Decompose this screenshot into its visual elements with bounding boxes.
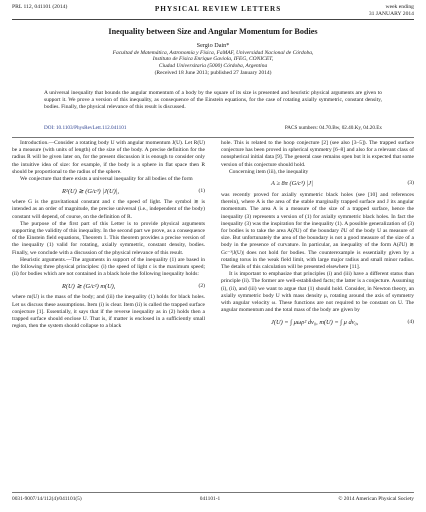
equation-3 [221, 176, 414, 192]
header-rule [12, 19, 414, 20]
paragraph-black-holes: was recently proved for axially symmetric black holes (see [10] and references therein), where A is the area of the stable marginally trapped surface and J its angular momentum. The area A is a measure of the size of a trapped surface, hence the inequality (3) represents a version of (1) for axially symmetric black holes. In fact the inequality (3) was the inspiration for the inequality (1). A possible generalization of (3) for bodies is to take the area A(∂U) of the boundary ∂U of the body U as measure of size. But unfortunately the area of the boundary is not a good measure of the size of a body in the presence of curvature. In particular, an inequality of the form A(∂U) ≳ Gc⁻³|J(U)| does not hold for bodies. The counterexample is essentially given by a rotating torus in the weak field limit, with large major radius and small minor radius. The details of this calculation will be presented elsewhere [11]. [221, 192, 414, 271]
copyright: © 2014 American Physical Society [338, 496, 414, 502]
paragraph-heuristic: Heuristic arguments.—The arguments in support of the inequality (1) are based in the following three physical principles: (i) the speed of light c is the maximum speed; (ii) for bodies which are not contained in a black hole the following inequality holds: [12, 256, 205, 278]
equation-4-body: J(U) = ∫ μωρ² dv₀, m(U) = ∫ μ dv₀, [271, 318, 359, 326]
abstract: A universal inequality that bounds the angular momentum of a body by the square of its size is presented and heuristic physical arguments are given to support it. We prove a version of this inequality, as consequence of the Einstein equations, for the case of rotating axially symmetric, constant density, bodies. Finally, the physical relevance of this result is discussed. [44, 90, 382, 110]
paragraph-conjecture: We conjecture that there exists a universal inequality for all bodies of the form [20, 176, 193, 183]
equation-1-number: (1) [198, 187, 205, 194]
pacs-numbers: PACS numbers: 04.70.Bw, 02.40.Ky, 04.20.Ex [284, 125, 382, 131]
running-head-date [369, 4, 414, 17]
paragraph-purpose: The purpose of the first part of this Letter is to provide physical arguments supporting the validity of this inequality. In the second part we prove, as a consequence of the Einstein field equations, Theorem 1. This theorem provides a precise version of the inequality (1) valid for rotating, axially symmetric, constant density, bodies. Finally, we conclude with a discussion of the physical relevance of this result. [12, 220, 205, 256]
article-meta [44, 125, 382, 131]
equation-2-body: R(U) ≳ (G/c²) m(U), [62, 282, 116, 290]
affiliation-line-2: Instituto de Física Enrique Gaviola, IFEG, CONICET, [152, 56, 274, 63]
page-footer [12, 496, 414, 502]
author-name: Sergio Dain* [196, 42, 230, 49]
running-head [12, 4, 414, 18]
equation-3-body: A ≥ 8π (G/c³) |J| [271, 180, 313, 188]
right-column [221, 140, 414, 330]
footer-rule [12, 492, 414, 493]
author-block [20, 42, 406, 78]
running-head-week: week ending [385, 4, 414, 10]
affiliation-line-1: Facultad de Matemática, Astronomía y Física, FaMAF, Universidad Nacional de Córdoba, [112, 49, 314, 56]
doi-link[interactable]: DOI: 10.1103/PhysRevLett.112.041101 [44, 125, 127, 131]
paragraph-item-iii: Concerning item (iii), the inequality [229, 168, 309, 175]
equation-1-body: R²(U) ≳ (G/c³) |J(U)|, [62, 187, 120, 195]
running-head-citation: PRL 112, 041101 (2014) [12, 4, 68, 10]
affiliation-line-3: Ciudad Universitaria (5000) Córdoba, Argentina [158, 63, 268, 70]
equation-4 [221, 314, 414, 330]
equation-3-number: (3) [407, 180, 414, 187]
page-number: 041101-1 [199, 496, 221, 502]
paragraph-hoop: hole. This is related to the hoop conjecture [2] (see also [3–5]). The trapped surface conjecture has been proved in spherical symmetry [6–8] and also for a relevant class of nonspherical initial data [9]. The general case remains open but it is expected that some version of this conjecture should hold. [221, 140, 414, 168]
meta-rule [12, 137, 414, 138]
equation-2 [12, 278, 205, 294]
equation-1 [12, 183, 205, 199]
equation-2-number: (2) [198, 282, 205, 289]
footer-code: 0031-9007/14/112(4)/041101(5) [12, 496, 82, 502]
paragraph-assumptions: where m(U) is the mass of the body; and (iii) the inequality (1) holds for black holes. Let us discuss these assumptions. Item (i) is clear. Item (ii) is called the trapped surface conjecture [1]. Essentially, it says that if the reverse inequality as in (2) holds then a trapped surface should enclose U. That is, if matter is enclosed in a sufficiently small region, then the system should collapse to a black [12, 294, 205, 330]
paragraph-principles: It is important to emphasize that principles (i) and (iii) have a different status than principle (ii). The former are well-established facts; the latter is a conjecture. Assuming (i), (ii), and (iii) we want to argue that (1) should hold. Consider, in Newton theory, an axially symmetric body U with mass density μ, rotating around the axis of symmetry with angular velocity ω. These functions are not required to be constant on U. The angular momentum and the total mass of the body are given by [221, 271, 414, 314]
paragraph-constants: where G is the gravitational constant and c the speed of light. The symbol ≳ is intended as an order of magnitude, the precise universal (i.e., independent of the body) constant will depend, of course, on the definition of R. [12, 199, 205, 220]
running-head-issue-date: 31 JANUARY 2014 [368, 10, 414, 17]
left-column [12, 140, 205, 330]
paper-title: Inequality between Size and Angular Momentum for Bodies [108, 27, 318, 36]
equation-4-number: (4) [407, 318, 414, 325]
paragraph-introduction: Introduction.—Consider a rotating body U with angular momentum J(U). Let R(U) be a measure (with units of length) of the size of the body. A precise definition for the radius R will be given later on, for the present discussion it is enough to consider only the intuitive idea of size: for example, if the body is a sphere in flat space then R should be proportional to the radius of the sphere. [12, 140, 205, 175]
received-dates: (Received 18 June 2013; published 27 January 2014) [154, 69, 272, 76]
running-head-journal: PHYSICAL REVIEW LETTERS [154, 5, 282, 13]
